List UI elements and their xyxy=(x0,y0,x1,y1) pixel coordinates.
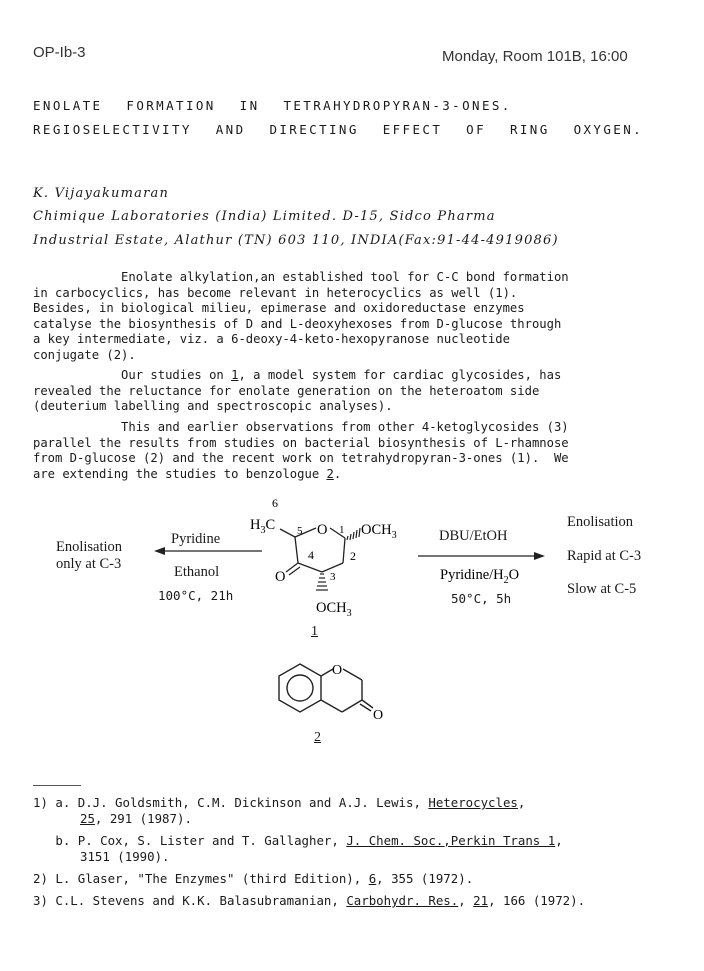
reference-1b: b. P. Cox, S. Lister and T. Gallagher, J. Chem. Soc.,Perkin Trans 1, xyxy=(33,833,563,848)
left-reagent-bottom: Ethanol xyxy=(174,564,220,580)
reference-3: 3) C.L. Stevens and K.K. Balasubramanian, Carbohydr. Res., 21, 166 (1972). xyxy=(33,893,586,908)
reference-1a: 1) a. D.J. Goldsmith, C.M. Dickinson and A.J. Lewis, Heterocycles, xyxy=(33,795,526,810)
left-reagent-top: Pyridine xyxy=(171,531,221,547)
abstract-paragraph-3: This and earlier observations from other 4-ketoglycosides (3) parallel the results from studies on bacterial biosynthesis of L-rhamnose from D-glucose (2) and the recent work on tetrahydropyran-3-ones (1). We are extending the studies to benzologue 2. xyxy=(33,420,569,481)
title-line-2: REGIOSELECTIVITY AND DIRECTING EFFECT OF RING OXYGEN. xyxy=(33,122,644,137)
right-conditions: 50°C, 5h xyxy=(451,591,512,606)
compound-2-ring-oxygen: O xyxy=(332,663,343,678)
author-name: K. Vijayakumaran xyxy=(33,186,170,201)
right-result-line-1: Enolisation xyxy=(567,514,634,530)
title-line-1: ENOLATE FORMATION IN TETRAHYDROPYRAN-3-ONES. xyxy=(33,98,512,113)
och3-bottom-label: $OCH_3$ xyxy=(316,600,352,619)
keto-oxygen: O xyxy=(275,569,286,585)
compound-1-label: 1 xyxy=(311,624,318,639)
compound-2-keto-oxygen: O xyxy=(373,708,384,723)
session-time: Monday, Room 101B, 16:00 xyxy=(442,48,628,65)
session-code: OP-Ib-3 xyxy=(33,44,86,61)
author-affiliation-1: Chimique Laboratories (India) Limited. D-15, Sidco Pharma xyxy=(33,209,496,224)
reference-1a-cont: 25, 291 (1987). xyxy=(80,811,192,826)
left-result-line-1: Enolisation xyxy=(56,539,123,555)
right-reagent-top: DBU/EtOH xyxy=(439,528,508,544)
right-result-line-3: Slow at C-5 xyxy=(567,581,637,597)
atom-number-3: 3 xyxy=(330,571,336,583)
atom-number-2: 2 xyxy=(350,549,356,563)
compound-ref-1: 1 xyxy=(231,368,239,382)
right-arrowhead xyxy=(534,552,545,560)
hashed-wedge-c1 xyxy=(347,528,360,540)
ring-oxygen: O xyxy=(317,522,328,538)
right-result-line-2: Rapid at C-3 xyxy=(567,548,642,564)
left-arrowhead xyxy=(154,547,165,555)
atom-number-1: 1 xyxy=(339,524,345,536)
atom-number-4: 4 xyxy=(308,548,314,562)
compound-2-structure xyxy=(279,664,373,712)
reference-1b-cont: 3151 (1990). xyxy=(80,849,170,864)
och3-top-label: $OCH_3$ xyxy=(361,522,397,541)
left-result-line-2: only at C-3 xyxy=(56,556,122,572)
h3c-label: $H_3C$ xyxy=(250,517,276,536)
compound-ref-2: 2 xyxy=(326,466,334,481)
footnote-rule xyxy=(33,785,81,786)
reference-2: 2) L. Glaser, "The Enzymes" (third Edition), 6, 355 (1972). xyxy=(33,871,474,886)
right-reagent-bottom-label: Pyridine/$H_2O$ xyxy=(440,567,520,586)
abstract-paragraph-1: Enolate alkylation,an established tool for C-C bond formation in carbocyclics, has become relevant in heterocyclics as well (1). Besides, in biological milieu, epimerase and oxidoreductase enzymes catalyse the biosynthesis of D and L-deoxyhexoses from D-glucose through a key intermediate, viz. a 6-deoxy-4-keto-hexopyranose nucleotide conjugate (2). xyxy=(33,270,569,362)
atom-number-5: 5 xyxy=(297,525,303,537)
hashed-wedge-c3 xyxy=(316,574,328,590)
atom-number-6: 6 xyxy=(272,496,278,510)
author-affiliation-2: Industrial Estate, Alathur (TN) 603 110, INDIA(Fax:91-44-4919086) xyxy=(33,233,559,248)
left-conditions: 100°C, 21h xyxy=(158,588,234,603)
abstract-paragraph-2: Our studies on 1, a model system for cardiac glycosides, has revealed the reluctance for enolate generation on the heteroatom side (deuterium labelling and spectroscopic analyses). xyxy=(33,368,562,413)
compound-2-label: 2 xyxy=(314,730,321,745)
